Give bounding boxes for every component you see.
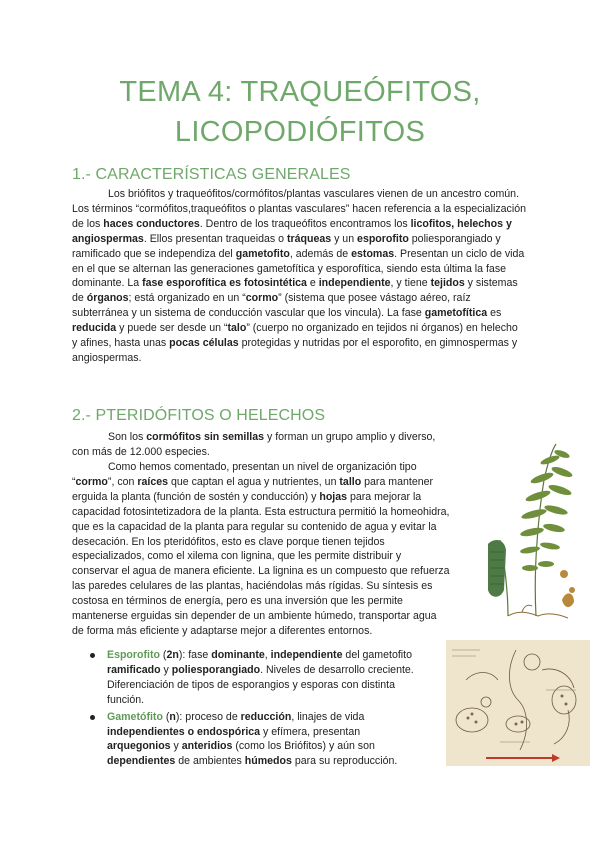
bold-run: esporofito bbox=[357, 232, 409, 245]
bold-run: tráqueas bbox=[286, 232, 332, 245]
text-run: . Niveles de desarrollo creciente. Diferenciación de tipos de esporangios y esporas con distinta función. bbox=[107, 663, 414, 706]
text-run: es bbox=[487, 307, 502, 320]
bold-run: arquegonios bbox=[107, 740, 171, 753]
bold-run: licofitos, helechos y angiospermas bbox=[72, 217, 512, 245]
page-title bbox=[40, 72, 560, 152]
text-run: , y tiene bbox=[390, 277, 431, 290]
text-run: , linajes de vida bbox=[291, 710, 365, 723]
bold-run: anteridios bbox=[181, 740, 233, 753]
bold-run: raíces bbox=[137, 475, 169, 488]
text-run: y bbox=[160, 663, 172, 676]
green-term: Esporofito bbox=[107, 649, 160, 661]
text-run: ( bbox=[159, 649, 167, 661]
text-run: y bbox=[170, 740, 182, 753]
text-run: Los briófitos y traqueófitos/cormófitos/plantas vasculares vienen de un ancestro común. Los términos “cormófitos,traqueófitos o plantas vasculares” hacen referencia a la especialización de los bbox=[72, 188, 526, 230]
life-cycle-diagram-icon bbox=[446, 640, 590, 766]
section-2-paragraph-2 bbox=[72, 460, 450, 639]
text-run: (como los Briófitos) y aún son bbox=[232, 740, 375, 753]
text-run: y un bbox=[331, 232, 358, 245]
list-item-esporofito bbox=[88, 648, 418, 708]
text-run: para su reproducción. bbox=[291, 755, 398, 768]
text-run: que captan el agua y nutrientes, un bbox=[168, 475, 340, 488]
text-run: e bbox=[306, 277, 319, 290]
text-run: . Dentro de los traqueófitos encontramos los bbox=[199, 217, 411, 230]
green-term: Gametófito bbox=[107, 710, 163, 723]
bold-run: cormo bbox=[75, 475, 108, 488]
text-run: . Ellos presentan traqueidas o bbox=[143, 232, 287, 245]
text-run: del gametofito bbox=[342, 649, 412, 661]
text-run: ): proceso de bbox=[175, 710, 241, 723]
text-run: y puede ser desde un “ bbox=[116, 322, 228, 335]
bold-run: tejidos bbox=[430, 277, 465, 290]
bold-run: dependientes bbox=[107, 755, 176, 768]
bold-run: cormófitos sin semillas bbox=[146, 431, 265, 443]
bold-run: pocas células bbox=[169, 337, 239, 350]
section-2-heading: 2.- PTERIDÓFITOS O HELECHOS bbox=[72, 407, 326, 424]
section-1-paragraph bbox=[72, 187, 526, 366]
bold-run: cormo bbox=[245, 292, 279, 305]
key-points-list bbox=[88, 648, 418, 771]
bold-run: reducción bbox=[240, 710, 292, 723]
fern-illustration-icon bbox=[478, 440, 582, 620]
text-run: ” (cuerpo no organizado en tejidos ni órganos) en helecho y afines, hasta unas bbox=[72, 322, 518, 350]
bold-run: estomas bbox=[351, 247, 395, 260]
bold-run: órganos bbox=[86, 292, 129, 305]
title-line-2: LICOPODIÓFITOS bbox=[174, 116, 426, 148]
text-run: Como hemos comentado, presentan un nivel de organización tipo “ bbox=[72, 461, 417, 488]
text-run: ): fase bbox=[178, 649, 212, 661]
bold-run: fase esporofítica es fotosintética bbox=[142, 277, 307, 290]
text-run: ; está organizado en un “ bbox=[128, 292, 246, 305]
title-line-1: TEMA 4: TRAQUEÓFITOS, bbox=[119, 76, 481, 108]
bold-run: independiente bbox=[270, 649, 343, 661]
text-run: protegidas y nutridas por el esporofito, en gimnospermas y angiospermas. bbox=[72, 337, 518, 364]
text-run: . Presentan un ciclo de vida en el que se alternan las generaciones gametofítica y esporofítica, siendo esta última la fase dominante. La bbox=[72, 247, 525, 290]
list-item-gametofito bbox=[88, 710, 418, 770]
bold-run: n bbox=[169, 710, 176, 723]
text-run: , además de bbox=[289, 247, 352, 260]
bold-run: reducida bbox=[72, 322, 117, 335]
section-1-heading: 1.- CARACTERÍSTICAS GENERALES bbox=[72, 166, 351, 183]
bold-run: independiente bbox=[318, 277, 391, 290]
text-run: , bbox=[264, 649, 271, 661]
text-run: ( bbox=[162, 710, 170, 723]
text-run: ”, con bbox=[107, 475, 138, 488]
bold-run: tallo bbox=[339, 475, 362, 488]
bold-run: independientes o endospórica bbox=[107, 725, 261, 738]
text-run: de ambientes bbox=[175, 755, 245, 768]
bold-run: hojas bbox=[319, 490, 348, 503]
text-run: y sistemas de bbox=[72, 277, 518, 305]
text-run: poliesporangiado y ramificado que se independiza del bbox=[72, 232, 501, 260]
text-run: Son los bbox=[108, 431, 147, 443]
bold-run: húmedos bbox=[244, 755, 292, 768]
text-run: para mantener erguida la planta (función de sostén y conducción) y bbox=[72, 475, 434, 503]
bold-run: gametofito bbox=[235, 247, 290, 260]
section-2-paragraph-1 bbox=[72, 430, 442, 460]
bold-run: dominante bbox=[211, 649, 265, 661]
bold-run: gametofítica bbox=[424, 307, 488, 320]
bold-run: 2n bbox=[166, 649, 179, 661]
text-run: para mejorar la capacidad fotosintetizadora de la planta. Esta estructura permitió la homeohidra, que es la capacidad de la planta para regular su contenido de agua y evitar la desecación. En los pteridófitos, esto es clave porque tienen tejidos especializados, como el xilema con lignina, que les permite distribuir y conservar el agua de manera eficiente. La lignina es un compuesto que refuerza las paredes celulares de las plantas, haciéndolas más rígidas. Su síntesis es costosa en términos de energía, pero es una inversión que les permite mantenerse erguidas sin depender de un ambiente húmedo, transportar agua de forma más eficiente y adaptarse mejor a diferentes entornos. bbox=[72, 490, 450, 637]
text-run: y efímera, presentan bbox=[260, 725, 361, 738]
bold-run: talo bbox=[227, 322, 247, 335]
text-run: y forman un grupo amplio y diverso, con más de 12.000 especies. bbox=[72, 431, 436, 458]
text-run: ” (sistema que posee vástago aéreo, raíz subterránea y un sistema de conducción vascular que los vincula). La fase bbox=[72, 292, 471, 320]
bold-run: haces conductores bbox=[103, 217, 200, 230]
bold-run: poliesporangiado bbox=[171, 663, 261, 676]
bold-run: ramificado bbox=[107, 663, 161, 676]
